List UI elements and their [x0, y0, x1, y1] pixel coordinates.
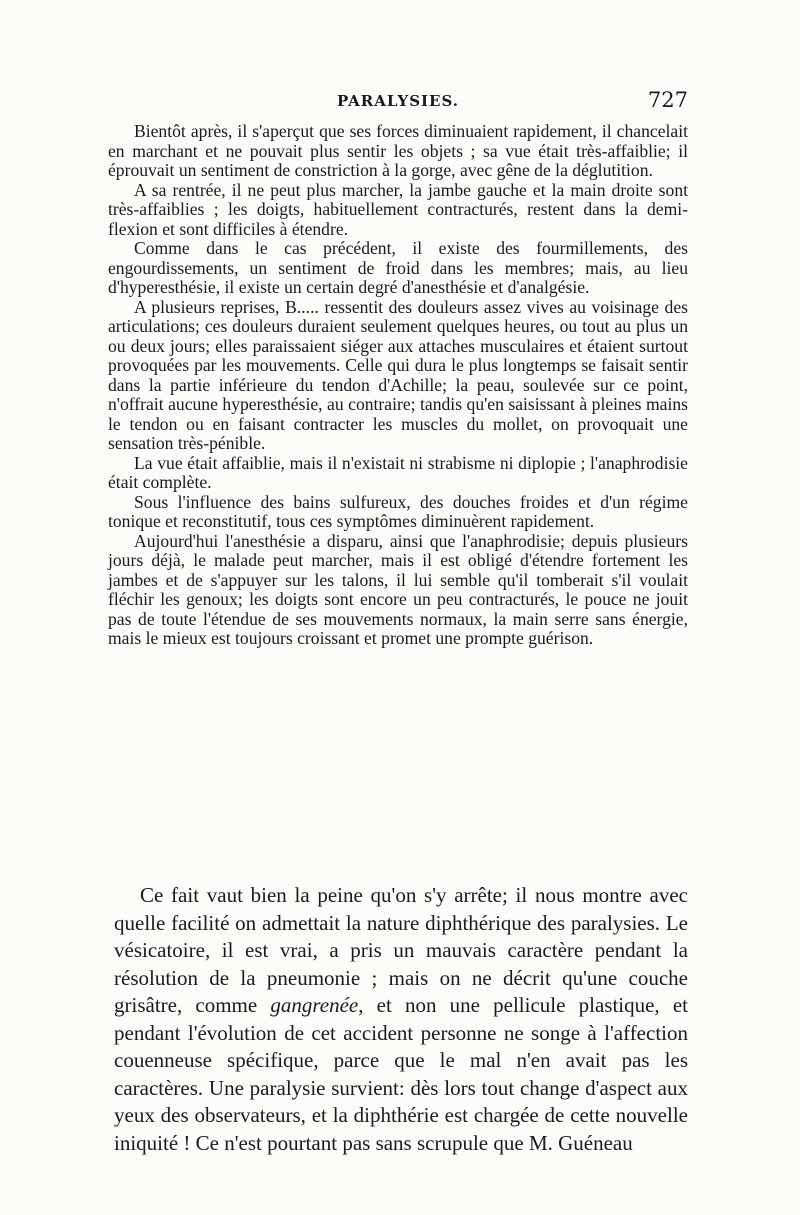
paragraph: A plusieurs reprises, B..... ressentit des douleurs assez vives au voisinage des articulations; ces douleurs duraient seulement quelques heures, ou tout au plus un ou deux jours; elles paraissaient siéger aux attaches musculaires et étaient surtout provoquées par les mouvements. Celle qui dura le plus longtemps se faisait sentir dans la partie inférieure du tendon d'Achille; la peau, soulevée sur ce point, n'offrait aucune hyperesthésie, au contraire; tandis qu'en saisissant à pleines mains le tendon ou en faisant contracter les muscles du mollet, on provoquait une sensation très-pénible. [108, 296, 688, 453]
paragraph: Sous l'influence des bains sulfureux, des douches froides et d'un régime tonique et reconstitutif, tous ces symptômes diminuèrent rapidement. [108, 491, 688, 531]
commentary-text-part: Ce fait vaut bien la peine qu'on s'y arrête; il nous montre avec quelle facilité on admettait la nature diphthérique des paralysies. Le vésicatoire, il est vrai, a pris un mauvais caractère pendant la résolution de la pneumonie ; mais on ne décrit qu'une couche grisâtre, comme [114, 883, 688, 1017]
paragraph: Aujourd'hui l'anesthésie a disparu, ainsi que l'anaphrodisie; depuis plusieurs jours déjà, le malade peut marcher, mais il est obligé d'étendre fortement les jambes et de s'appuyer sur les talons, il lui semble qu'il tomberait s'il voulait fléchir les genoux; les doigts sont encore un peu contracturés, le pouce ne jouit pas de toute l'étendue de ses mouvements normaux, la main serre sans énergie, mais le mieux est toujours croissant et promet une prompte guérison. [108, 530, 688, 648]
page-header [108, 88, 688, 118]
case-report-text [108, 122, 688, 649]
commentary-text-part: , et non une pellicule plastique, et pendant l'évolution de cet accident personne ne songe à l'affection couenneuse spécifique, parce que le mal n'en avait pas les caractères. Une paralysie survient: dès lors tout change d'aspect aux yeux des observateurs, et la diphthérie est chargée de cette nouvelle iniquité ! Ce n'est pourtant pas sans scrupule que M. Guéneau [114, 993, 689, 1155]
emphasized-word: gangrenée [270, 993, 359, 1017]
running-head: PARALYSIES. [336, 92, 460, 110]
commentary-text [114, 882, 688, 1157]
paragraph: A sa rentrée, il ne peut plus marcher, la jambe gauche et la main droite sont très-affaiblies ; les doigts, habituellement contracturés, restent dans la demi-flexion et sont difficiles à étendre. [108, 179, 688, 239]
paragraph: Bientôt après, il s'aperçut que ses forces diminuaient rapidement, il chancelait en marchant et ne pouvait plus sentir les objets ; sa vue était très-affaiblie; il éprouvait un sentiment de constriction à la gorge, avec gêne de la déglutition. [108, 121, 688, 180]
paragraph: Comme dans le cas précédent, il existe des fourmillements, des engourdissements, un sentiment de froid dans les membres; mais, au lieu d'hyperesthésie, il existe un certain degré d'anesthésie et d'analgésie. [108, 238, 688, 297]
paragraph: La vue était affaiblie, mais il n'existait ni strabisme ni diplopie ; l'anaphrodisie était complète. [108, 452, 688, 492]
commentary-paragraph [114, 882, 688, 1157]
page-number: 727 [647, 88, 688, 112]
